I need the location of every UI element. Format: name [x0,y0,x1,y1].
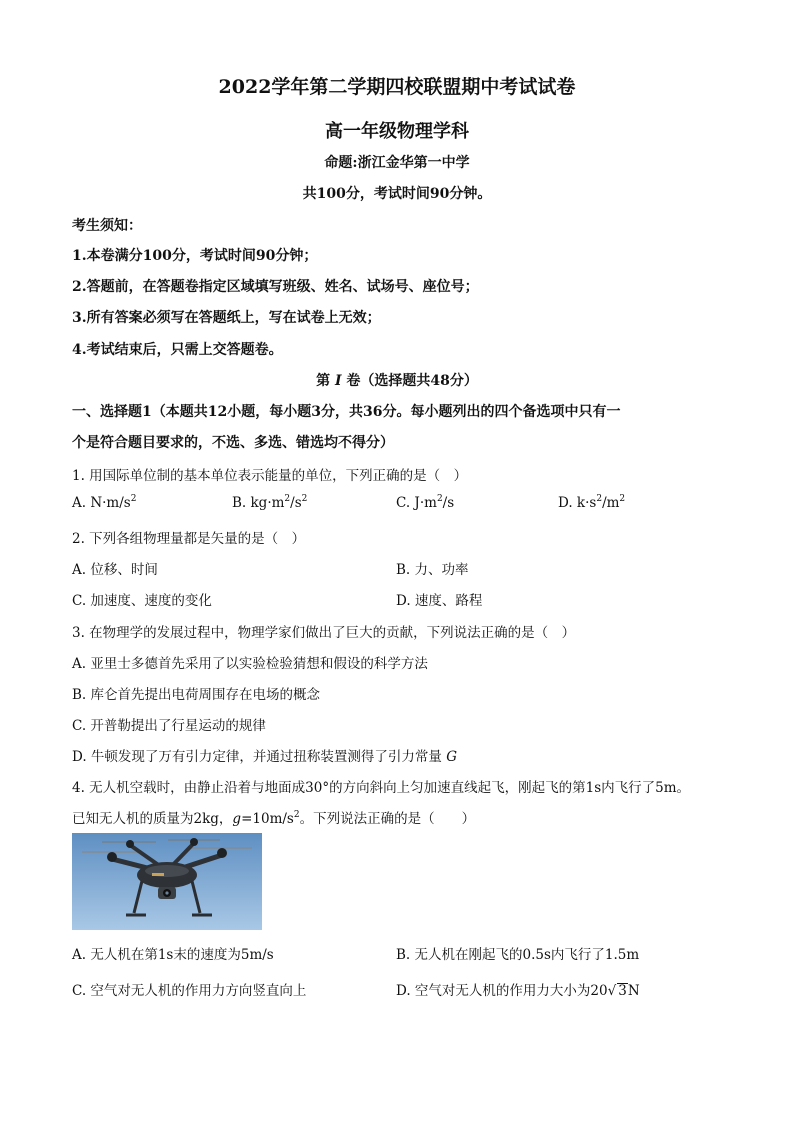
question-3-stem: 3. 在物理学的发展过程中，物理学家们做出了巨大的贡献，下列说法正确的是（ ） [72,625,576,641]
question-2-option-b: B. 力、功率 [396,562,469,578]
question-3-option-b: B. 库仑首先提出电荷周围存在电场的概念 [72,687,321,703]
exam-author: 命题:浙江金华第一中学 [324,155,470,171]
question-4-option-a: A. 无人机在第1s末的速度为5m/s [72,947,274,963]
question-4-option-b: B. 无人机在刚起飞的0.5s内飞行了1.5m [396,947,640,963]
question-1-stem: 1. 用国际单位制的基本单位表示能量的单位，下列正确的是（ ） [72,468,468,484]
question-2-option-a: A. 位移、时间 [72,562,158,578]
sqrt-symbol: √ 3 [607,983,627,999]
question-4-stem-line1: 4. 无人机空载时，由静止沿着与地面成30°的方向斜向上匀加速直线起飞，刚起飞的第1s内飞行了5m。 [72,780,691,796]
question-3-option-c: C. 开普勒提出了行星运动的规律 [72,718,266,734]
notice-item: 2.答题前，在答题卷指定区域填写班级、姓名、试场号、座位号； [72,279,479,295]
question-3-option-a: A. 亚里士多德首先采用了以实验检验猜想和假设的科学方法 [72,656,428,672]
exam-title: 2022学年第二学期四校联盟期中考试试卷 [218,76,576,98]
exam-subtitle: 高一年级物理学科 [325,121,469,142]
notice-item: 1.本卷满分100分，考试时间90分钟； [72,248,318,264]
question-4-option-c: C. 空气对无人机的作用力方向竖直向上 [72,983,307,999]
notice-item: 3.所有答案必须写在答题纸上，写在试卷上无效； [72,310,381,326]
question-1-option-c: C. $J\cdot m^2/s$ [396,494,455,511]
drone-photo [72,833,262,930]
question-4-option-d: D. 空气对无人机的作用力大小为20√ 3N [396,983,640,999]
question-2-option-c: C. 加速度、速度的变化 [72,593,212,609]
question-1-option-a: A. $N\cdot m/s^2$ [72,494,137,511]
question-2-option-d: D. 速度、路程 [396,593,483,609]
question-1-option-d: D. $k\cdot s^2/m^2$ [558,494,626,511]
notice-item: 4.考试结束后，只需上交答题卷。 [72,342,283,358]
question-1-option-b: B. $kg\cdot m^2/s^2$ [232,494,308,511]
question-3-option-d: D. 牛顿发现了万有引力定律，并通过扭称装置测得了引力常量 G [72,749,458,765]
notice-heading: 考生须知： [72,218,142,234]
exam-info: 共100分，考试时间90分钟。 [302,186,492,202]
part-title: 第 I 卷（选择题共48分） [316,373,478,389]
question-4-stem-line2: 已知无人机的质量为2kg，$g=10m/s^2$。下列说法正确的是（ ） [72,810,476,827]
section-instructions-line2: 个是符合题目要求的，不选、多选、错选均不得分） [72,435,394,451]
section-instructions-line1: 一、选择题1（本题共12小题，每小题3分，共36分。每小题列出的四个备选项中只有一 [72,404,621,420]
question-2-stem: 2. 下列各组物理量都是矢量的是（ ） [72,531,306,547]
